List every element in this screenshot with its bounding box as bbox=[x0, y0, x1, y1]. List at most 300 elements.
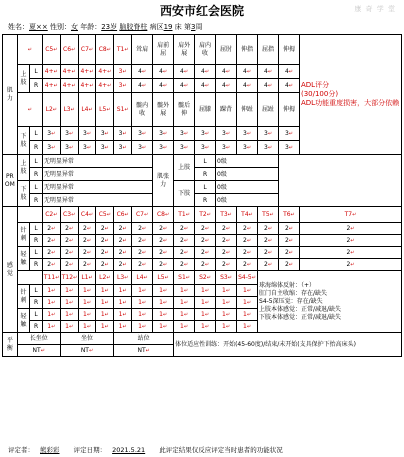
upper-muscle-name bbox=[237, 35, 258, 65]
return-mark-icon: ↵ bbox=[53, 82, 58, 89]
right-label-text: R bbox=[34, 82, 39, 89]
upper-muscle-name bbox=[258, 35, 279, 65]
return-mark-icon: ↵ bbox=[288, 237, 293, 244]
pin-upper-right-text: 2 bbox=[47, 236, 52, 244]
right-label-text: R bbox=[34, 299, 39, 306]
sit-value bbox=[60, 345, 114, 357]
return-mark-icon: ↵ bbox=[124, 211, 129, 218]
light-upper-right bbox=[132, 259, 153, 271]
return-mark-icon: ↵ bbox=[106, 106, 111, 113]
upper-left-joint-text: 4 bbox=[138, 67, 142, 75]
pin-upper-left-text: 2 bbox=[201, 224, 205, 232]
lower-right-score bbox=[96, 141, 114, 155]
return-mark-icon: ↵ bbox=[104, 130, 109, 137]
upper-left-joint bbox=[153, 65, 174, 79]
return-mark-icon: ↵ bbox=[89, 82, 94, 89]
lower-right-score-text: 3 bbox=[82, 143, 87, 151]
pin-upper-left-text: 2 bbox=[118, 224, 123, 232]
return-mark-icon: ↵ bbox=[183, 311, 189, 318]
pin-upper-right-text: 2 bbox=[138, 236, 142, 244]
light-lower-left bbox=[237, 309, 258, 321]
return-mark-icon: ↵ bbox=[124, 46, 129, 53]
pin-upper-right bbox=[60, 235, 78, 247]
return-mark-icon: ↵ bbox=[104, 249, 109, 256]
pin-upper-left bbox=[114, 223, 132, 235]
prom-lower-right bbox=[42, 194, 152, 207]
lower-right-score-text: 3 bbox=[118, 143, 123, 151]
right-label bbox=[30, 194, 43, 207]
lower-muscle-name bbox=[153, 93, 174, 127]
diagnosis: 脑胶脊柱 bbox=[119, 23, 148, 31]
light-upper-left bbox=[279, 247, 300, 259]
right-label-text: R bbox=[34, 261, 39, 268]
sensory-segment bbox=[216, 271, 237, 285]
pin-upper-right-text: 2 bbox=[243, 236, 247, 244]
sensory-segment-text: C7 bbox=[135, 210, 144, 218]
lower-muscle-name bbox=[258, 93, 279, 127]
left-label bbox=[30, 247, 43, 259]
return-mark-icon: ↵ bbox=[246, 249, 252, 256]
segment-S1 bbox=[114, 93, 132, 127]
return-mark-icon: ↵ bbox=[246, 311, 252, 318]
lower-muscle-name-text: 髋内收 bbox=[136, 101, 149, 117]
pin-lower-left bbox=[153, 285, 174, 297]
return-mark-icon: ↵ bbox=[227, 211, 232, 218]
sensory-segment bbox=[279, 207, 300, 223]
light-upper-right bbox=[195, 259, 216, 271]
return-mark-icon: ↵ bbox=[86, 287, 92, 294]
sensory-segment-text: T6 bbox=[283, 210, 291, 218]
lower-left-joint-text: 3 bbox=[138, 129, 142, 137]
return-mark-icon: ↵ bbox=[51, 144, 56, 151]
return-mark-icon: ↵ bbox=[122, 323, 127, 330]
table-row bbox=[3, 271, 402, 285]
upper-right-joint-text: 4 bbox=[243, 81, 247, 89]
light-upper-left bbox=[60, 247, 78, 259]
light-upper-left-text: 2 bbox=[118, 248, 123, 256]
upper-muscle-name bbox=[132, 35, 153, 65]
return-mark-icon: ↵ bbox=[71, 82, 76, 89]
left-label-text: L bbox=[34, 130, 38, 137]
return-mark-icon: ↵ bbox=[204, 144, 210, 151]
sensation-label bbox=[3, 207, 18, 333]
pin-upper-left-text: 2 bbox=[82, 224, 87, 232]
light-upper-right bbox=[153, 259, 174, 271]
light-upper-right bbox=[174, 259, 195, 271]
return-mark-icon: ↵ bbox=[162, 323, 168, 330]
return-mark-icon: ↵ bbox=[225, 249, 231, 256]
lower-right-joint-text: 3 bbox=[243, 143, 247, 151]
return-mark-icon: ↵ bbox=[225, 68, 231, 75]
return-mark-icon: ↵ bbox=[162, 68, 168, 75]
pin-upper-left bbox=[132, 223, 153, 235]
segment-C7-text: C7 bbox=[80, 45, 89, 53]
lower-limb-label bbox=[17, 181, 30, 207]
pin-upper-right bbox=[195, 235, 216, 247]
segment-C6 bbox=[60, 35, 78, 65]
return-mark-icon: ↵ bbox=[51, 323, 56, 330]
lower-left-joint bbox=[174, 127, 195, 141]
segment-T1-text: T1 bbox=[116, 45, 125, 53]
lower-right-joint bbox=[258, 141, 279, 155]
pin-lower-right-text: 1 bbox=[100, 298, 105, 306]
return-mark-icon: ↵ bbox=[68, 237, 74, 244]
sensory-segment-text: T4 bbox=[241, 210, 249, 218]
lower-muscle-name bbox=[174, 93, 195, 127]
watermark: 康 奇 学 堂 bbox=[354, 5, 396, 13]
prom-lower-left-text: 无明显异常 bbox=[43, 183, 74, 191]
light-lower-right bbox=[78, 321, 96, 333]
return-mark-icon: ↵ bbox=[124, 106, 129, 113]
return-mark-icon: ↵ bbox=[246, 68, 252, 75]
segment-C5-text: C5 bbox=[45, 45, 54, 53]
return-mark-icon: ↵ bbox=[183, 68, 189, 75]
table-row bbox=[3, 223, 402, 235]
return-mark-icon: ↵ bbox=[86, 249, 92, 256]
adl-note bbox=[299, 35, 401, 155]
light-lower-left-text: 1 bbox=[65, 310, 69, 318]
return-mark-icon: ↵ bbox=[251, 274, 256, 281]
return-mark-icon: ↵ bbox=[86, 225, 92, 232]
patient-name: 夏×× bbox=[29, 23, 48, 31]
pin-upper-left-text: 2 bbox=[47, 224, 52, 232]
segment-C8-text: C8 bbox=[98, 45, 107, 53]
sensory-segment-text: T1 bbox=[178, 210, 186, 218]
pin-lower-right bbox=[195, 297, 216, 309]
blank bbox=[17, 93, 42, 127]
return-mark-icon: ↵ bbox=[350, 261, 355, 268]
lower-muscle-name-text: 伸拇 bbox=[282, 105, 295, 113]
upper-left-score-text: 3 bbox=[118, 67, 123, 75]
prom-lower-right-text: 无明显异常 bbox=[43, 196, 74, 204]
light-upper-left-text: 2 bbox=[243, 248, 247, 256]
light-lower-right-text: 1 bbox=[159, 322, 163, 330]
ward-number: 19 bbox=[163, 23, 173, 31]
return-mark-icon: ↵ bbox=[290, 211, 295, 218]
upper-right-score bbox=[42, 79, 60, 93]
prom-upper-left bbox=[42, 155, 152, 168]
sit-label-text: 坐位 bbox=[80, 335, 93, 342]
light-upper-left-text: 2 bbox=[47, 248, 52, 256]
page-title: 西安市红会医院 bbox=[159, 4, 244, 18]
blank bbox=[17, 207, 42, 223]
return-mark-icon: ↵ bbox=[141, 261, 147, 268]
lower-muscle-name bbox=[237, 93, 258, 127]
upper-limb-label-text: 上肢 bbox=[20, 70, 27, 86]
return-mark-icon: ↵ bbox=[86, 144, 92, 151]
light-upper-left-text: 2 bbox=[138, 248, 142, 256]
lower-left-score-text: 3 bbox=[65, 129, 69, 137]
lower-right-joint bbox=[237, 141, 258, 155]
pin-upper-left bbox=[96, 223, 114, 235]
return-mark-icon: ↵ bbox=[352, 211, 357, 218]
balance-label bbox=[3, 333, 18, 357]
return-mark-icon: ↵ bbox=[246, 261, 252, 268]
pin-upper-left bbox=[60, 223, 78, 235]
return-mark-icon: ↵ bbox=[204, 130, 210, 137]
tone-label bbox=[153, 155, 174, 207]
sensory-segment bbox=[174, 271, 195, 285]
return-mark-icon: ↵ bbox=[246, 287, 252, 294]
upper-muscle-name-text: 肩前屈 bbox=[157, 41, 170, 57]
upper-left-joint bbox=[132, 65, 153, 79]
lower-right-score-text: 3 bbox=[47, 143, 52, 151]
pin-label-text: 针刺 bbox=[20, 288, 27, 304]
light-upper-left-text: 2 bbox=[82, 248, 87, 256]
pin-lower-right bbox=[96, 297, 114, 309]
return-mark-icon: ↵ bbox=[162, 82, 168, 89]
light-lower-right bbox=[216, 321, 237, 333]
left-label-text: L bbox=[34, 287, 38, 294]
muscle-label bbox=[3, 35, 18, 155]
return-mark-icon: ↵ bbox=[88, 106, 93, 113]
lower-right-joint-text: 3 bbox=[222, 143, 226, 151]
lower-left-joint bbox=[237, 127, 258, 141]
sit-long-value bbox=[17, 345, 60, 357]
note-line: (30/100分) bbox=[300, 90, 339, 98]
lower-left-joint-text: 3 bbox=[263, 129, 268, 137]
upper-left-score-text: 4+ bbox=[80, 67, 90, 75]
lower-left-score bbox=[96, 127, 114, 141]
return-mark-icon: ↵ bbox=[122, 299, 127, 306]
lower-limb-label bbox=[17, 127, 30, 155]
light-upper-right-text: 2 bbox=[138, 260, 142, 268]
light-lower-right-text: 1 bbox=[201, 322, 205, 330]
tone-lower-left-text: 0级 bbox=[217, 183, 227, 191]
left-label-text: L bbox=[203, 157, 207, 165]
pin-lower-right-text: 1 bbox=[201, 298, 205, 306]
lower-limb-label bbox=[174, 181, 195, 207]
light-upper-right bbox=[258, 259, 279, 271]
return-mark-icon: ↵ bbox=[122, 130, 127, 137]
return-mark-icon: ↵ bbox=[225, 130, 231, 137]
light-upper-left-text: 2 bbox=[180, 248, 184, 256]
patient-info bbox=[8, 22, 202, 32]
return-mark-icon: ↵ bbox=[107, 82, 112, 89]
return-mark-icon: ↵ bbox=[288, 68, 293, 75]
lower-right-score bbox=[114, 141, 132, 155]
light-lower-left bbox=[153, 309, 174, 321]
sensory-segment bbox=[42, 207, 60, 223]
upper-muscle-name-text: 肩内收 bbox=[199, 41, 212, 57]
return-mark-icon: ↵ bbox=[288, 130, 293, 137]
return-mark-icon: ↵ bbox=[269, 211, 274, 218]
pin-upper-left bbox=[78, 223, 96, 235]
right-label-text: R bbox=[34, 323, 39, 330]
pin-lower-left bbox=[216, 285, 237, 297]
sensory-segment bbox=[195, 271, 216, 285]
prom-label-text: PROM bbox=[4, 172, 15, 188]
return-mark-icon: ↵ bbox=[86, 323, 92, 330]
pin-upper-left bbox=[237, 223, 258, 235]
pin-lower-right-text: 1 bbox=[180, 298, 184, 306]
pin-lower-right-text: 1 bbox=[138, 298, 142, 306]
blank bbox=[17, 271, 42, 285]
lower-left-joint-text: 3 bbox=[180, 129, 184, 137]
sensory-segment bbox=[78, 207, 96, 223]
return-mark-icon: ↵ bbox=[162, 249, 168, 256]
return-mark-icon: ↵ bbox=[164, 274, 169, 281]
lower-right-score bbox=[78, 141, 96, 155]
return-mark-icon: ↵ bbox=[53, 211, 58, 218]
return-mark-icon: ↵ bbox=[204, 323, 210, 330]
return-mark-icon: ↵ bbox=[267, 225, 273, 232]
pin-lower-left-text: 1 bbox=[138, 286, 142, 294]
pin-upper-left-text: 2 bbox=[180, 224, 184, 232]
return-mark-icon: ↵ bbox=[106, 46, 111, 53]
left-label bbox=[30, 285, 43, 297]
right-label bbox=[195, 168, 216, 181]
light-upper-left bbox=[174, 247, 195, 259]
light-lower-right-text: 1 bbox=[47, 322, 52, 330]
pin-lower-left-text: 1 bbox=[222, 286, 226, 294]
return-mark-icon: ↵ bbox=[204, 225, 210, 232]
light-lower-right bbox=[174, 321, 195, 333]
lower-muscle-name bbox=[132, 93, 153, 127]
pin-lower-right bbox=[237, 297, 258, 309]
return-mark-icon: ↵ bbox=[185, 211, 190, 218]
light-upper-left bbox=[216, 247, 237, 259]
return-mark-icon: ↵ bbox=[141, 323, 147, 330]
return-mark-icon: ↵ bbox=[204, 249, 210, 256]
pin-lower-right bbox=[153, 297, 174, 309]
light-lower-right bbox=[237, 321, 258, 333]
pin-label bbox=[17, 285, 30, 309]
table-row bbox=[3, 235, 402, 247]
assessor-label: 评定者： bbox=[8, 446, 34, 454]
return-mark-icon: ↵ bbox=[53, 46, 58, 53]
upper-left-joint bbox=[279, 65, 300, 79]
lower-muscle-name bbox=[216, 93, 237, 127]
return-mark-icon: ↵ bbox=[68, 323, 74, 330]
upper-left-joint-text: 4 bbox=[243, 67, 247, 75]
light-lower-left bbox=[42, 309, 60, 321]
sensory-segment-text: T2 bbox=[199, 210, 207, 218]
return-mark-icon: ↵ bbox=[183, 82, 189, 89]
light-upper-left bbox=[132, 247, 153, 259]
segment-L5 bbox=[96, 93, 114, 127]
return-mark-icon: ↵ bbox=[183, 130, 189, 137]
pin-lower-left-text: 1 bbox=[82, 286, 87, 294]
pin-upper-right bbox=[216, 235, 237, 247]
pin-lower-left bbox=[78, 285, 96, 297]
sensory-segment-text: S4-5 bbox=[238, 273, 252, 281]
return-mark-icon: ↵ bbox=[88, 347, 94, 354]
week-number: 3 bbox=[190, 23, 196, 31]
return-mark-icon: ↵ bbox=[183, 261, 189, 268]
return-mark-icon: ↵ bbox=[51, 249, 56, 256]
right-label bbox=[30, 168, 43, 181]
stand-value bbox=[114, 345, 174, 357]
pin-lower-left-text: 1 bbox=[159, 286, 163, 294]
upper-muscle-name bbox=[216, 35, 237, 65]
return-mark-icon: ↵ bbox=[124, 274, 129, 281]
sensory-segment bbox=[153, 207, 174, 223]
light-lower-right bbox=[114, 321, 132, 333]
return-mark-icon: ↵ bbox=[144, 211, 149, 218]
return-mark-icon: ↵ bbox=[206, 274, 211, 281]
sensory-segment-text: L3 bbox=[117, 273, 125, 281]
return-mark-icon: ↵ bbox=[225, 144, 231, 151]
sensory-segment-text: S3 bbox=[220, 273, 228, 281]
balance-label-text: 平衡 bbox=[6, 336, 13, 352]
pin-lower-left-text: 1 bbox=[201, 286, 205, 294]
light-lower-left-text: 1 bbox=[243, 310, 247, 318]
light-lower-left-text: 1 bbox=[180, 310, 184, 318]
pin-lower-left bbox=[42, 285, 60, 297]
return-mark-icon: ↵ bbox=[141, 311, 147, 318]
left-label-text: L bbox=[203, 183, 207, 191]
pin-upper-right bbox=[78, 235, 96, 247]
return-mark-icon: ↵ bbox=[106, 274, 111, 281]
return-mark-icon: ↵ bbox=[246, 130, 252, 137]
return-mark-icon: ↵ bbox=[267, 249, 273, 256]
light-upper-left-text: 2 bbox=[159, 248, 163, 256]
return-mark-icon: ↵ bbox=[350, 249, 355, 256]
table-row bbox=[3, 155, 402, 168]
return-mark-icon: ↵ bbox=[288, 225, 293, 232]
lower-right-joint-text: 3 bbox=[284, 143, 289, 151]
note-line: 肛门自主收缩：存在/缺失 bbox=[259, 289, 328, 297]
sensory-segment bbox=[96, 207, 114, 223]
lower-right-joint bbox=[153, 141, 174, 155]
upper-muscle-name bbox=[153, 35, 174, 65]
pin-upper-left-text: 2 bbox=[159, 224, 163, 232]
light-lower-left-text: 1 bbox=[138, 310, 142, 318]
light-lower-left bbox=[195, 309, 216, 321]
sex-label: 性别： bbox=[49, 23, 71, 31]
pin-upper-right bbox=[153, 235, 174, 247]
pin-lower-right bbox=[216, 297, 237, 309]
return-mark-icon: ↵ bbox=[104, 287, 109, 294]
pin-lower-right bbox=[78, 297, 96, 309]
upper-right-score-text: 4+ bbox=[44, 81, 54, 89]
return-mark-icon: ↵ bbox=[71, 46, 76, 53]
light-upper-left-text: 2 bbox=[65, 248, 69, 256]
disclaimer: 此评定结果仅反应评定当时患者的功能状况 bbox=[159, 446, 283, 454]
right-label bbox=[30, 235, 43, 247]
return-mark-icon: ↵ bbox=[225, 225, 231, 232]
return-mark-icon: ↵ bbox=[52, 106, 57, 113]
right-label bbox=[30, 141, 43, 155]
light-upper-left bbox=[153, 247, 174, 259]
table-row bbox=[3, 247, 402, 259]
balance-note-text: 体位适应性训练：开始(45-60度)/结束/未开始(支具保护下抬高床头) bbox=[175, 340, 356, 348]
left-label-text: L bbox=[34, 225, 38, 232]
sensory-segment-text: S1 bbox=[178, 273, 186, 281]
upper-limb-label bbox=[17, 155, 30, 181]
note-line: S4-5深压觉：存在/缺失 bbox=[259, 297, 323, 305]
light-lower-left-text: 1 bbox=[222, 310, 226, 318]
sensory-segment bbox=[258, 207, 279, 223]
light-upper-right bbox=[237, 259, 258, 271]
return-mark-icon: ↵ bbox=[267, 130, 273, 137]
upper-right-joint-text: 4 bbox=[263, 81, 268, 89]
return-mark-icon: ↵ bbox=[204, 261, 210, 268]
light-lower-left bbox=[60, 309, 78, 321]
pin-upper-right bbox=[114, 235, 132, 247]
return-mark-icon: ↵ bbox=[164, 211, 170, 218]
pin-lower-left-text: 1 bbox=[47, 286, 52, 294]
return-mark-icon: ↵ bbox=[183, 249, 189, 256]
prom-upper-right bbox=[42, 168, 152, 181]
return-mark-icon: ↵ bbox=[51, 225, 56, 232]
return-mark-icon: ↵ bbox=[51, 299, 56, 306]
sensory-segment-text: T7 bbox=[344, 210, 353, 218]
sensory-segment-text: C2 bbox=[45, 210, 54, 218]
upper-muscle-name-text: 伸拇 bbox=[282, 45, 295, 53]
segment-S1-text: S1 bbox=[116, 105, 125, 113]
